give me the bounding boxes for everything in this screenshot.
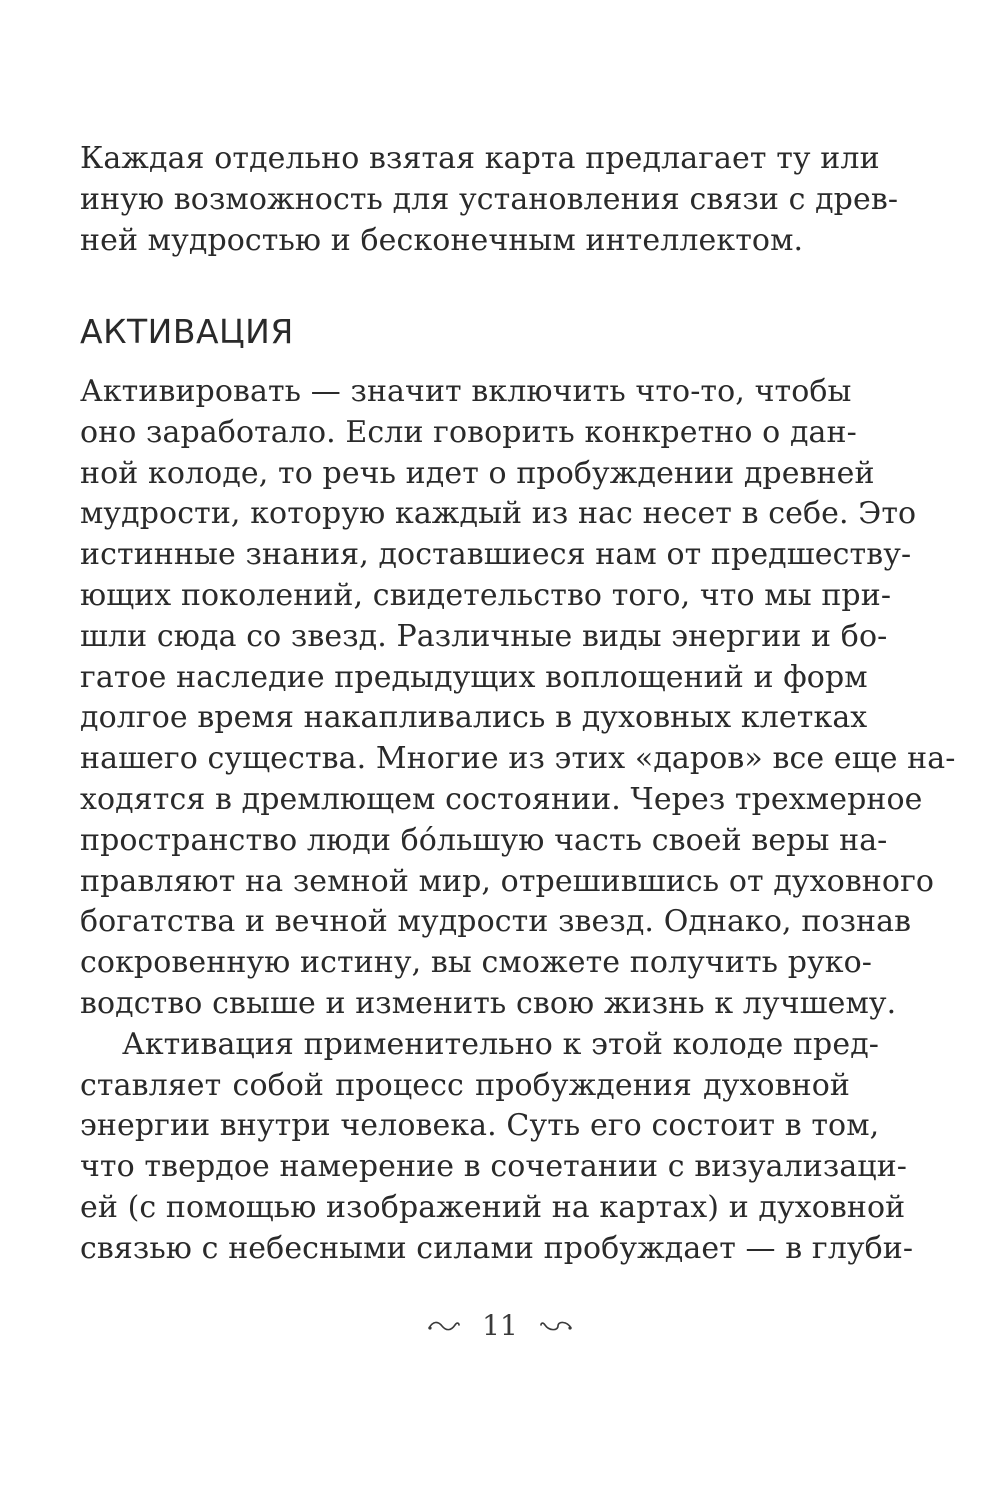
page-footer — [0, 1304, 1000, 1346]
body-line: истинные знания, доставшиеся нам от предшеству- — [80, 537, 912, 573]
body-line: оно заработало. Если говорить конкретно о дан- — [80, 414, 857, 450]
body-line: энергии внутри человека. Суть его состоит в том, — [80, 1108, 880, 1144]
intro-line: иную возможность для установления связи с древ- — [80, 181, 899, 217]
body-line: шли сюда со звезд. Различные виды энергии и бо- — [80, 618, 888, 654]
body-line: гатое наследие предыдущих воплощений и форм — [80, 659, 868, 695]
body-line: сокровенную истину, вы сможете получить руко- — [80, 945, 873, 981]
body-line: что твердое намерение в сочетании с визуализаци- — [80, 1149, 908, 1185]
body-line: долгое время накапливались в духовных клетках — [80, 700, 868, 736]
activation-paragraph-1 — [80, 372, 956, 1025]
body-line: правляют на земной мир, отрешившись от духовного — [80, 863, 935, 899]
body-line: ей (с помощью изображений на картах) и духовной — [80, 1189, 906, 1225]
body-line: водство свыше и изменить свою жизнь к лучшему. — [80, 985, 897, 1021]
page-number: 11 — [482, 1308, 518, 1342]
right-ornament-icon — [539, 1319, 573, 1333]
intro-line: ней мудростью и бесконечным интеллектом. — [80, 222, 804, 258]
body-line: ющих поколений, свидетельство того, что мы при- — [80, 577, 892, 613]
body-line: ходятся в дремлющем состоянии. Через трехмерное — [80, 781, 923, 817]
body-line: Активация применительно к этой колоде пред- — [122, 1026, 880, 1062]
left-ornament-icon — [427, 1319, 461, 1333]
body-line: связью с небесными силами пробуждает — в глуби- — [80, 1230, 914, 1266]
body-line: нашего существа. Многие из этих «даров» все еще на- — [80, 741, 956, 777]
body-line: пространство люди бо́льшую часть своей веры на- — [80, 822, 888, 858]
intro-line: Каждая отдельно взятая карта предлагает ту или — [80, 141, 880, 176]
body-line: ставляет собой процесс пробуждения духовной — [80, 1067, 850, 1103]
intro-paragraph — [80, 139, 899, 261]
body-line: мудрости, которую каждый из нас несет в себе. Это — [80, 496, 917, 532]
activation-paragraph-2 — [80, 1025, 914, 1270]
body-line: ной колоде, то речь идет о пробуждении древней — [80, 455, 875, 491]
section-heading: АКТИВАЦИЯ — [80, 312, 294, 351]
body-line: Активировать — значит включить что-то, чтобы — [80, 374, 852, 409]
body-line: богатства и вечной мудрости звезд. Однако, познав — [80, 904, 912, 940]
activation-body — [80, 372, 956, 1270]
